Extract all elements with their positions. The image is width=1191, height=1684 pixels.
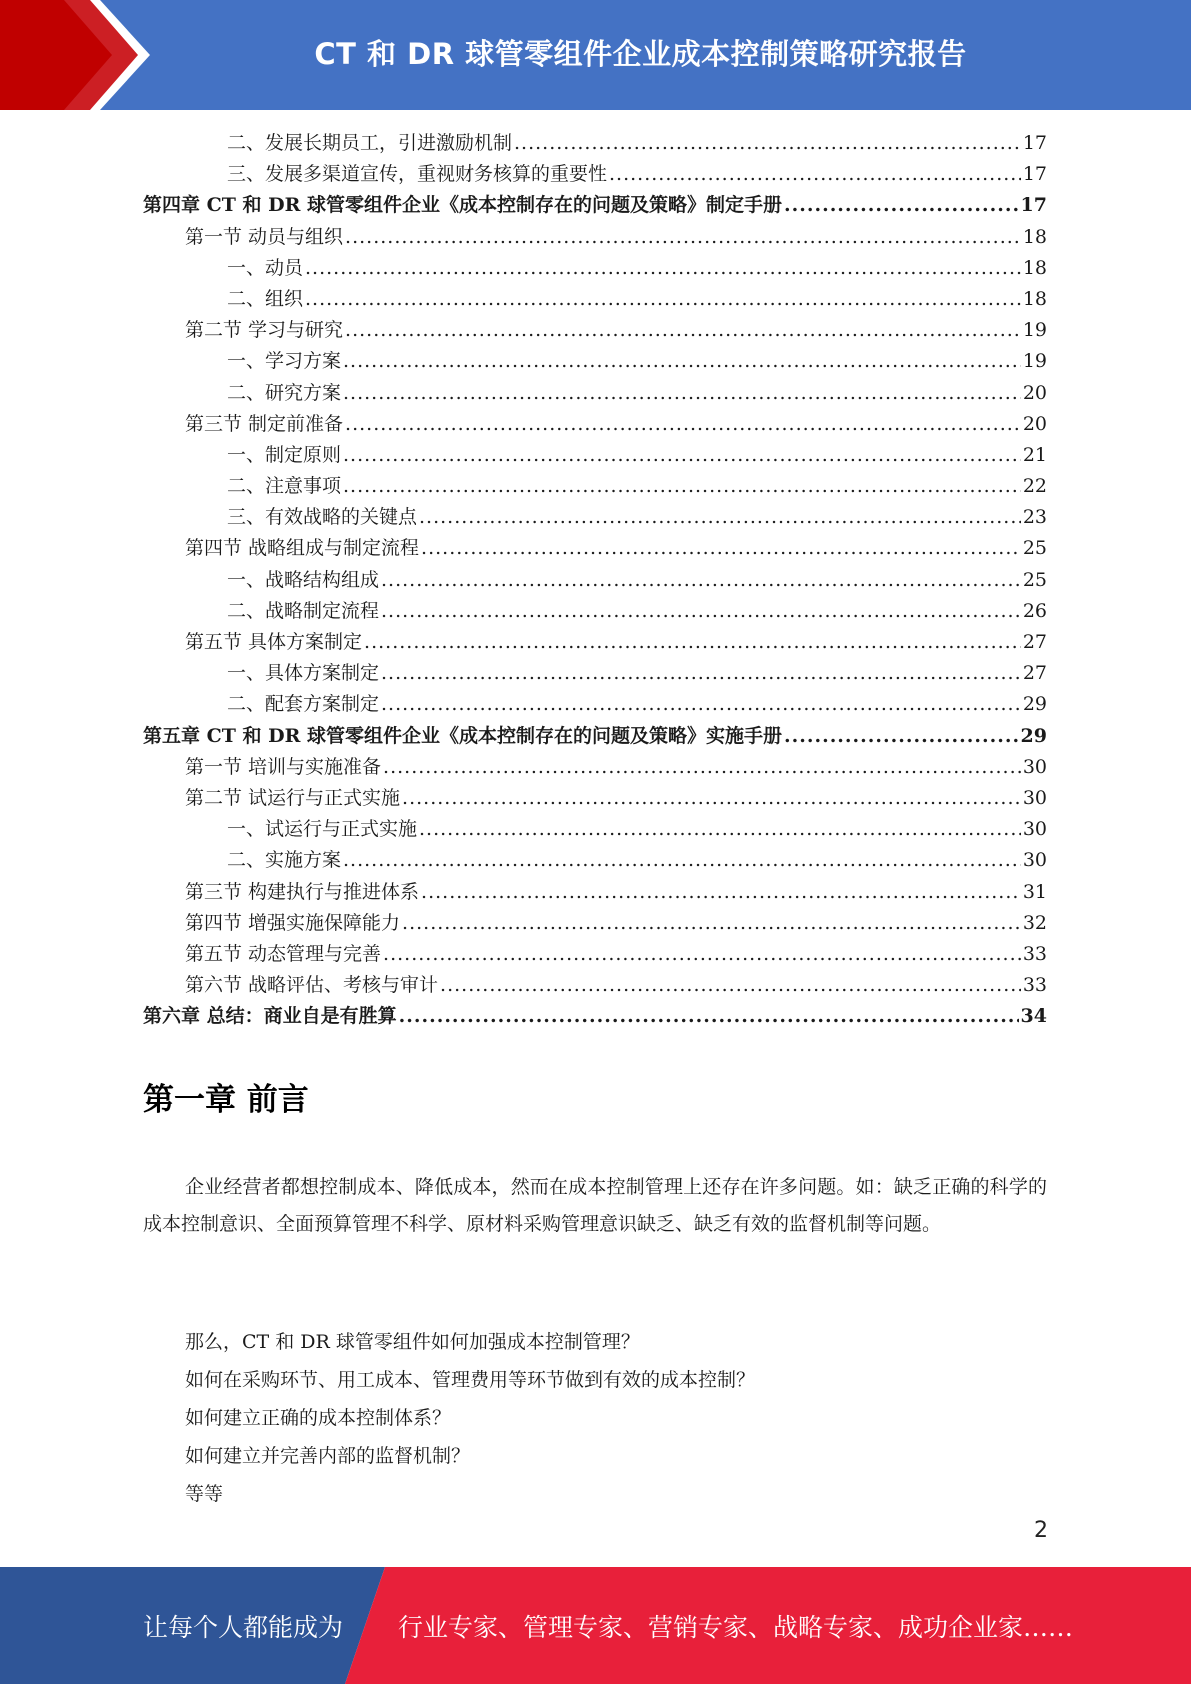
toc-dot-leader [343, 378, 1021, 409]
toc-entry-page: 17 [1020, 194, 1047, 217]
toc-entry-title: 第四节 战略组成与制定流程 [185, 537, 420, 560]
toc-entry-page: 19 [1022, 350, 1047, 373]
toc-entry[interactable] [143, 783, 1047, 814]
toc-entry[interactable] [143, 440, 1047, 471]
toc-entry[interactable] [143, 721, 1047, 752]
toc-entry-title: 三、有效战略的关键点 [227, 506, 418, 529]
toc-entry[interactable] [143, 908, 1047, 939]
toc-entry-page: 21 [1022, 443, 1047, 466]
toc-entry[interactable] [143, 752, 1047, 783]
toc-entry-title: 一、制定原则 [227, 443, 342, 466]
toc-entry-page: 22 [1022, 475, 1047, 498]
toc-entry-title: 第一节 动员与组织 [185, 225, 344, 248]
toc-dot-leader [343, 440, 1021, 471]
question-item: 如何在采购环节、用工成本、管理费用等环节做到有效的成本控制？ [185, 1369, 756, 1391]
toc-dot-leader [609, 159, 1021, 190]
question-item: 如何建立正确的成本控制体系？ [185, 1407, 452, 1429]
page-header [0, 0, 1191, 110]
toc-entry-page: 18 [1022, 287, 1047, 310]
toc-entry[interactable] [143, 190, 1047, 221]
toc-entry-page: 25 [1022, 568, 1047, 591]
toc-entry[interactable] [143, 346, 1047, 377]
toc-dot-leader [364, 627, 1021, 658]
toc-entry-title: 三、发展多渠道宣传，重视财务核算的重要性 [227, 163, 608, 186]
toc-entry-title: 二、组织 [227, 287, 304, 310]
toc-entry-title: 二、研究方案 [227, 381, 342, 404]
toc-dot-leader [343, 471, 1021, 502]
toc-entry-page: 29 [1022, 693, 1047, 716]
toc-dot-leader [419, 502, 1021, 533]
toc-entry[interactable] [143, 502, 1047, 533]
toc-entry[interactable] [143, 877, 1047, 908]
toc-entry-page: 18 [1022, 256, 1047, 279]
toc-entry-page: 34 [1020, 1005, 1047, 1028]
chapter-heading: 第一章 前言 [143, 1082, 309, 1118]
toc-dot-leader [381, 565, 1021, 596]
toc-entry[interactable] [143, 658, 1047, 689]
toc-entry-title: 第一节 培训与实施准备 [185, 755, 382, 778]
toc-entry[interactable] [143, 471, 1047, 502]
toc-entry-title: 第五章 CT 和 DR 球管零组件企业《成本控制存在的问题及策略》实施手册 [143, 724, 782, 747]
toc-entry[interactable] [143, 315, 1047, 346]
toc-entry-page: 33 [1022, 974, 1047, 997]
question-item: 那么，CT 和 DR 球管零组件如何加强成本控制管理？ [185, 1331, 640, 1353]
toc-entry-title: 第五节 具体方案制定 [185, 631, 363, 653]
toc-entry[interactable] [143, 845, 1047, 876]
footer-slogan-right: 行业专家、管理专家、营销专家、战略专家、成功企业家…… [398, 1612, 1074, 1642]
toc-entry[interactable] [143, 159, 1047, 190]
toc-dot-leader [514, 128, 1021, 159]
toc-entry-page: 17 [1022, 163, 1047, 186]
question-list [185, 1323, 1045, 1513]
toc-entry-page: 31 [1022, 880, 1047, 903]
footer-slogan-left: 让每个人都能成为 [143, 1612, 344, 1642]
toc-dot-leader [399, 1001, 1019, 1032]
toc-dot-leader [345, 409, 1021, 440]
toc-entry[interactable] [143, 128, 1047, 159]
toc-entry-title: 第六章 总结：商业自是有胜算 [143, 1005, 397, 1028]
toc-entry-page: 33 [1022, 942, 1047, 965]
toc-dot-leader [343, 845, 1021, 876]
toc-entry-page: 20 [1022, 381, 1047, 404]
toc-entry-page: 26 [1022, 599, 1047, 622]
toc-entry[interactable] [143, 253, 1047, 284]
toc-dot-leader [440, 970, 1021, 1001]
toc-entry-title: 第四节 增强实施保障能力 [185, 911, 401, 934]
toc-entry-page: 23 [1022, 506, 1047, 529]
toc-entry-page: 30 [1022, 818, 1047, 841]
toc-entry-page: 30 [1022, 755, 1047, 778]
toc-entry[interactable] [143, 533, 1047, 564]
toc-entry-title: 二、注意事项 [227, 475, 342, 498]
table-of-contents [143, 128, 1047, 1032]
toc-dot-leader [343, 346, 1021, 377]
page-footer [0, 1567, 1191, 1684]
toc-dot-leader [784, 721, 1019, 752]
toc-entry-title: 二、发展长期员工，引进激励机制 [227, 132, 513, 154]
page-number: 2 [1034, 1518, 1048, 1543]
toc-entry-page: 18 [1022, 225, 1047, 248]
toc-entry[interactable] [143, 627, 1047, 658]
toc-entry-title: 第二节 试运行与正式实施 [185, 786, 401, 809]
toc-entry-title: 第三节 制定前准备 [185, 412, 344, 435]
toc-entry-title: 二、配套方案制定 [227, 693, 380, 716]
toc-entry[interactable] [143, 378, 1047, 409]
toc-dot-leader [381, 658, 1021, 689]
toc-entry-title: 一、学习方案 [227, 350, 342, 373]
toc-entry[interactable] [143, 222, 1047, 253]
toc-entry-title: 第二节 学习与研究 [185, 319, 344, 342]
toc-entry-title: 二、战略制定流程 [227, 599, 380, 622]
toc-entry-page: 25 [1022, 537, 1047, 560]
toc-dot-leader [383, 939, 1021, 970]
toc-entry[interactable] [143, 689, 1047, 720]
toc-dot-leader [305, 253, 1021, 284]
toc-entry-title: 二、实施方案 [227, 849, 342, 872]
toc-entry-title: 一、战略结构组成 [227, 568, 380, 591]
toc-entry-title: 第五节 动态管理与完善 [185, 942, 382, 965]
toc-dot-leader [383, 752, 1021, 783]
question-item: 等等 [185, 1483, 224, 1505]
toc-dot-leader [381, 689, 1021, 720]
toc-entry-page: 20 [1022, 412, 1047, 435]
toc-entry[interactable] [143, 409, 1047, 440]
toc-entry-title: 一、动员 [227, 256, 304, 279]
toc-dot-leader [381, 596, 1021, 627]
toc-dot-leader [421, 877, 1021, 908]
toc-entry-page: 27 [1022, 662, 1047, 685]
toc-entry[interactable] [143, 814, 1047, 845]
toc-dot-leader [402, 908, 1021, 939]
toc-entry-page: 27 [1022, 631, 1047, 653]
toc-entry-page: 17 [1022, 132, 1047, 154]
toc-entry-title: 第四章 CT 和 DR 球管零组件企业《成本控制存在的问题及策略》制定手册 [143, 194, 782, 217]
toc-entry-page: 30 [1022, 786, 1047, 809]
toc-entry[interactable] [143, 939, 1047, 970]
toc-entry-page: 32 [1022, 911, 1047, 934]
toc-dot-leader [345, 315, 1021, 346]
toc-entry-title: 一、试运行与正式实施 [227, 818, 418, 841]
toc-entry[interactable] [143, 970, 1047, 1001]
toc-dot-leader [784, 190, 1019, 221]
toc-dot-leader [419, 814, 1021, 845]
toc-entry[interactable] [143, 284, 1047, 315]
toc-entry-page: 30 [1022, 849, 1047, 872]
toc-dot-leader [345, 222, 1021, 253]
document-title: CT 和 DR 球管零组件企业成本控制策略研究报告 [314, 36, 967, 71]
intro-paragraph: 企业经营者都想控制成本、降低成本，然而在成本控制管理上还存在许多问题。如：缺乏正确的科学的成本控制意识、全面预算管理不科学、原材料采购管理意识缺乏、缺乏有效的监督机制等问题。 [143, 1176, 1047, 1235]
toc-dot-leader [402, 783, 1021, 814]
question-item: 如何建立并完善内部的监督机制？ [185, 1445, 471, 1467]
toc-entry-title: 第三节 构建执行与推进体系 [185, 880, 420, 903]
toc-entry[interactable] [143, 1001, 1047, 1032]
toc-entry-title: 一、具体方案制定 [227, 662, 380, 685]
toc-entry-page: 19 [1022, 319, 1047, 342]
toc-entry-title: 第六节 战略评估、考核与审计 [185, 974, 439, 997]
toc-entry[interactable] [143, 565, 1047, 596]
toc-entry[interactable] [143, 596, 1047, 627]
toc-entry-page: 29 [1020, 724, 1047, 747]
toc-dot-leader [305, 284, 1021, 315]
toc-dot-leader [421, 533, 1021, 564]
